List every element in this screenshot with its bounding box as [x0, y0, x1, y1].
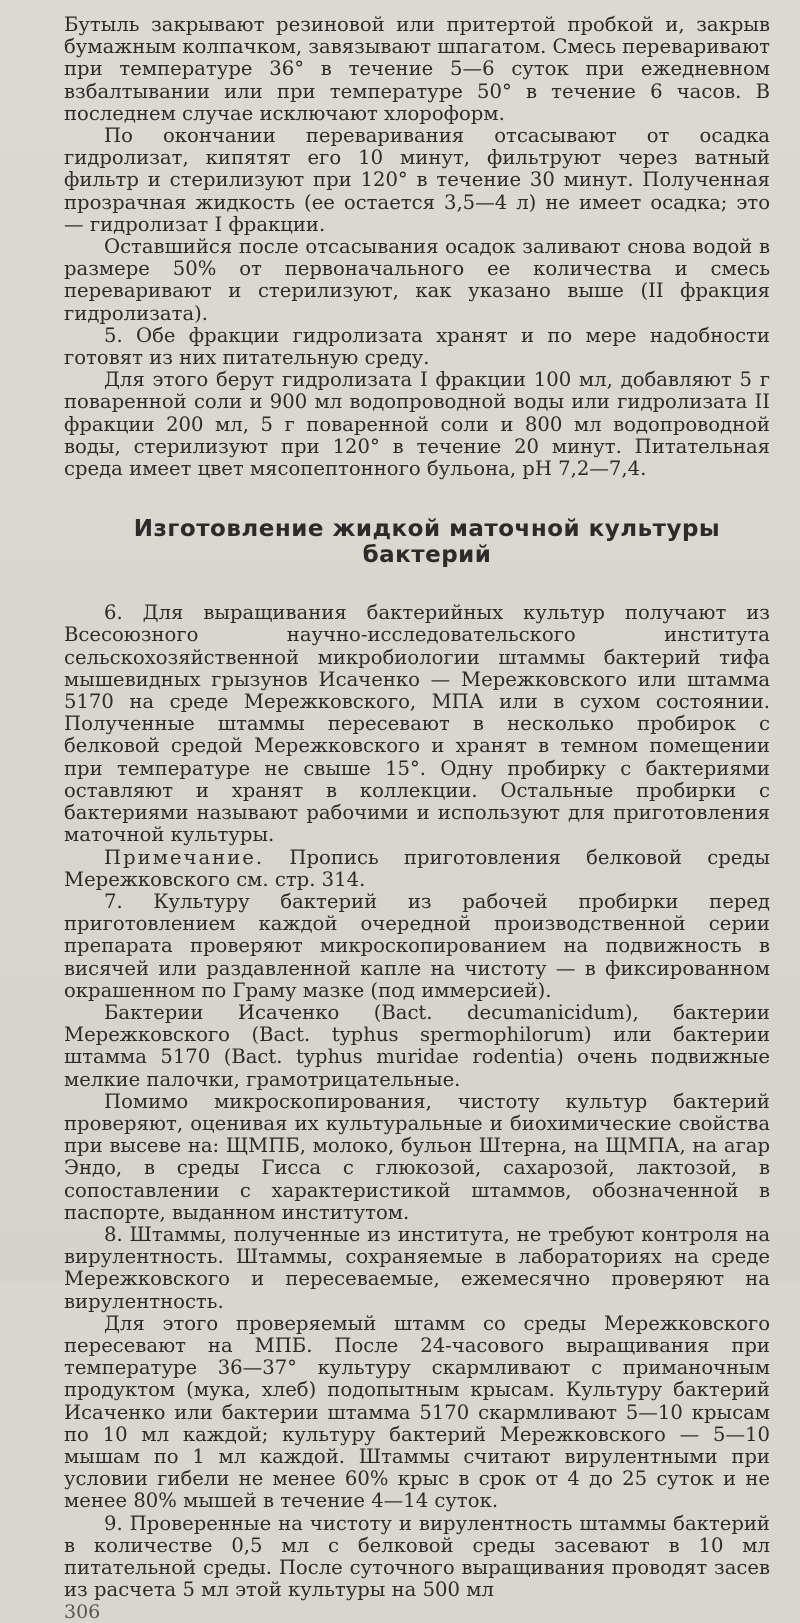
paragraph: 9. Проверенные на чистоту и вирулентность штаммы бактерий в количестве 0,5 мл с белковой среды засевают в 10 мл питательной среды. После суточного выращивания проводят засев из расчета 5 мл этой культуры на 500 мл	[64, 1511, 770, 1602]
paragraph: Для этого проверяемый штамм со среды Мережковского пересевают на МПБ. После 24-часового выращивания при температуре 36—37° культуру скармливают с приманочным продуктом (мука, хлеб) подопытным крысам. Культуру бактерий Исаченко или бактерии штамма 5170 скармливают 5—10 крысам по 10 мл каждой; культуру бактерий Мережковского — 5—10 мышам по 1 мл каждой. Штаммы считают вирулентными при условии гибели не менее 60% крыс в срок от 4 до 25 суток и не менее 80% мышей в течение 4—14 суток.	[64, 1311, 770, 1513]
paragraph: 7. Культуру бактерий из рабочей пробирки перед приготовлением каждой очередной производственной серии препарата проверяют микроскопированием на подвижность в висячей или раздавленной капле на чистоту — в фиксированном окрашенном по Граму мазке (под иммерсией).	[64, 889, 770, 1002]
paragraph: Помимо микроскопирования, чистоту культур бактерий проверяют, оценивая их культуральные и биохимические свойства при высеве на: ЩМПБ, молоко, бульон Штерна, на ЩМПА, на агар Эндо, в среды Гисса с глюкозой, сахарозой, лактозой, в сопоставлении с характеристикой штаммов, обозначенной в паспорте, выданном институтом.	[64, 1089, 770, 1224]
paragraph: По окончании переваривания отсасывают от осадка гидролизат, кипятят его 10 минут, фильтруют через ватный фильтр и стерилизуют при 120° в течение 30 минут. Полученная прозрачная жидкость (ее остается 3,5—4 л) не имеет осадка; это — гидролизат I фракции.	[64, 124, 770, 236]
page-number: 306	[64, 1601, 101, 1623]
note-text: Пропись приготовления белковой среды Мережковского см. стр. 314.	[64, 845, 770, 891]
paragraph: 8. Штаммы, полученные из института, не требуют контроля на вирулентность. Штаммы, сохраняемые в лабораториях на среде Мережковского и пересеваемые, ежемесячно проверяют на вирулентность.	[64, 1222, 770, 1313]
paragraph: Бутыль закрывают резиновой или притертой пробкой и, закрыв бумажным колпачком, завязывают шпагатом. Смесь переваривают при температуре 36° в течение 5—6 суток при ежедневном взбалтывании или при температуре 50° в течение 6 часов. В последнем случае исключают хлороформ.	[64, 13, 770, 125]
note	[64, 847, 770, 891]
note-label: Примечание.	[104, 845, 265, 869]
paragraph: 5. Обе фракции гидролизата хранят и по мере надобности готовят из них питательную среду.	[64, 323, 770, 370]
section-heading: Изготовление жидкой маточной культуры бактерий	[133, 516, 721, 569]
paragraph: Для этого берут гидролизата I фракции 100 мл, добавляют 5 г поваренной соли и 900 мл водопроводной воды или гидролизата II фракции 200 мл, 5 г поваренной соли и 800 мл водопроводной воды, стерилизуют при 120° в течение 20 минут. Питательная среда имеет цвет мясопептонного бульона, pH 7,2—7,4.	[64, 368, 770, 481]
paragraph: Оставшийся после отсасывания осадок заливают снова водой в размере 50% от первоначального ее количества и смесь переваривают и стерилизуют, как указано выше (II фракция гидролизата).	[64, 235, 770, 325]
paragraph: Бактерии Исаченко (Bact. decumanicidum), бактерии Мережковского (Bact. typhus spermophilorum) или бактерии штамма 5170 (Bact. typhus muridae rodentia) очень подвижные мелкие палочки, грамотрицательные.	[64, 1000, 770, 1091]
paragraph: 6. Для выращивания бактерийных культур получают из Всесоюзного научно-исследовательского института сельскохозяйственной микробиологии штаммы бактерий тифа мышевидных грызунов Исаченко — Мережковского или штамма 5170 на среде Мережковского, МПА или в сухом состоянии. Полученные штаммы пересевают в несколько пробирок с белковой средой Мережковского и хранят в темном помещении при температуре не свыше 15°. Одну пробирку с бактериями оставляют и хранят в коллекции. Остальные пробирки с бактериями называют рабочими и используют для приготовления маточной культуры.	[64, 601, 770, 847]
